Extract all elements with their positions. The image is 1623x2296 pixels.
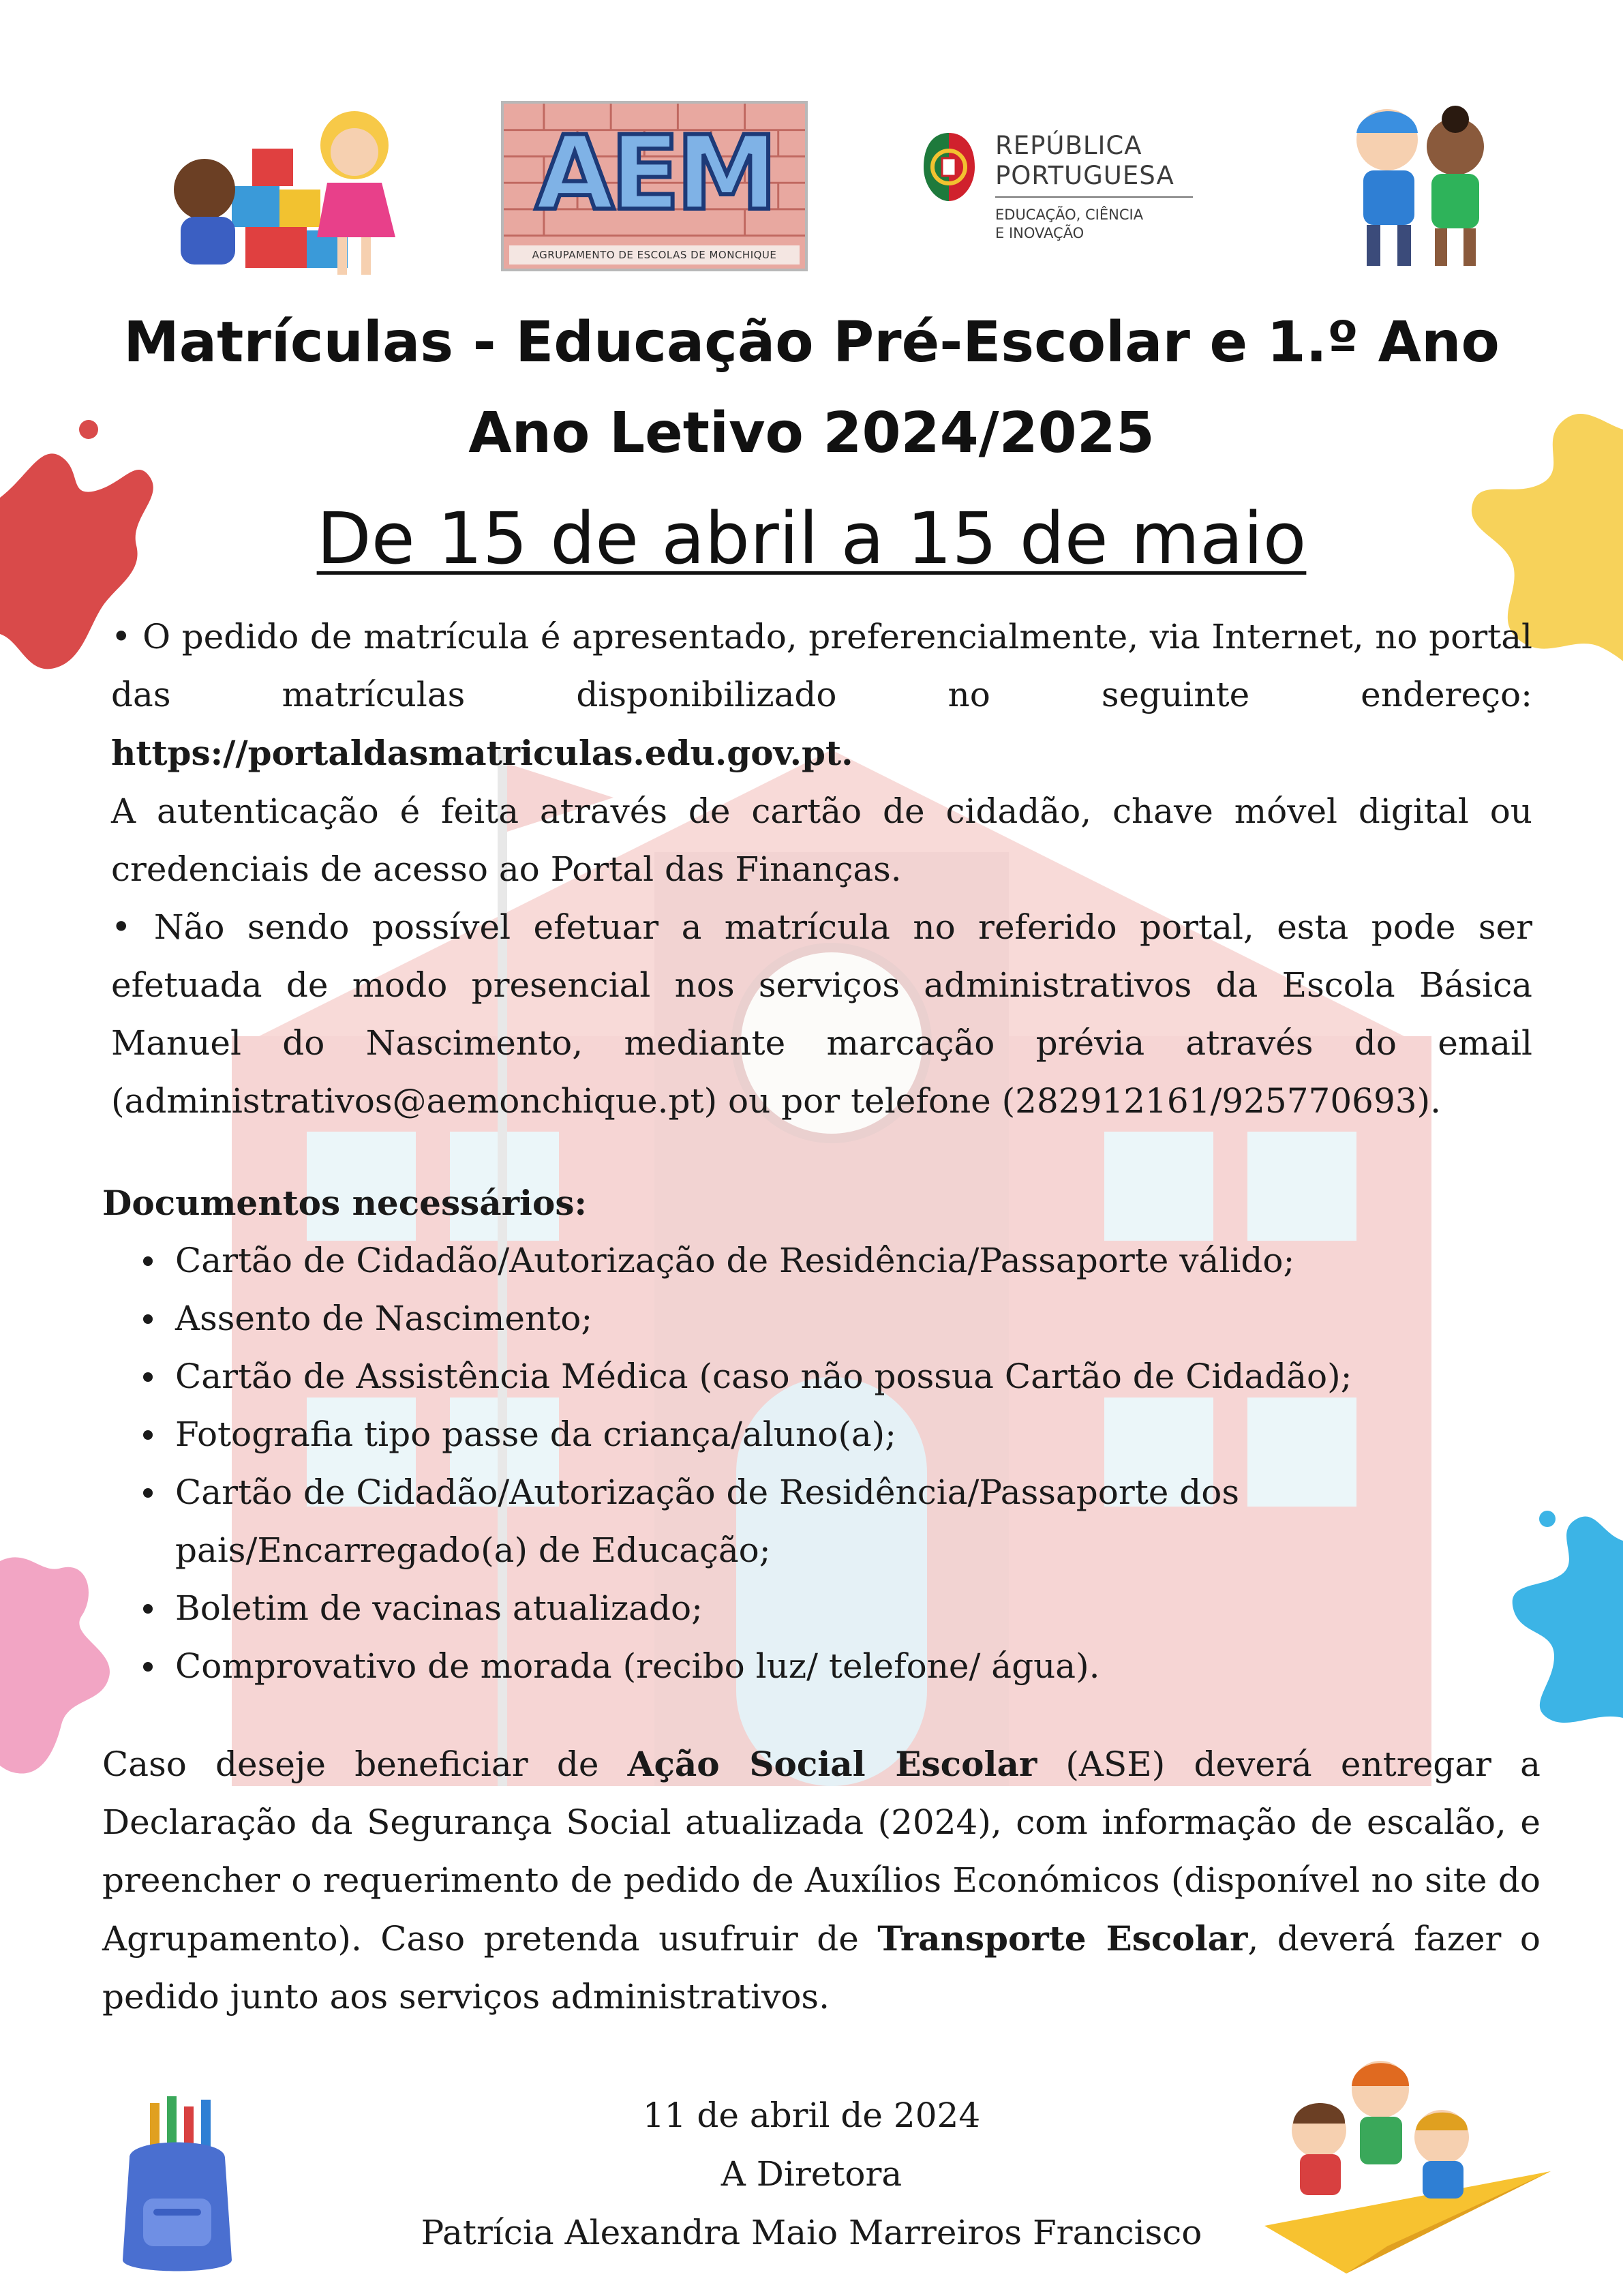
school-transport-term: Transporte Escolar [877, 1918, 1248, 1959]
list-item [102, 1464, 1534, 1580]
document-item-text: Boletim de vacinas atualizado; [175, 1588, 703, 1628]
portuguese-flag-emblem-icon [920, 130, 978, 205]
kids-on-paper-plane-illustration [1264, 2049, 1551, 2274]
page-title: Matrículas - Educação Pré-Escolar e 1.º Ano [123, 310, 1500, 375]
list-item [102, 1637, 1534, 1695]
social-text-2: (ASE) deverá entregar a Declaração da Segurança Social atualizada (2024), com informação de escalão, e preencher o requerimento de pedido de Auxílios Económicos (disponível no site do Agrupamento). Caso pretenda usufruir de [102, 1744, 1541, 1959]
kids-playing-blocks-illustration [157, 101, 416, 285]
social-action-term: Ação Social Escolar [627, 1744, 1037, 1784]
bullet-icon [143, 1256, 153, 1266]
bullet-icon [143, 1372, 153, 1382]
aem-logo-caption: AGRUPAMENTO DE ESCOLAS DE MONCHIQUE [509, 245, 800, 265]
documents-heading: Documentos necessários: [102, 1183, 587, 1223]
enrollment-portal-link[interactable]: https://portaldasmatriculas.edu.gov.pt. [111, 733, 853, 773]
document-item-text: Cartão de Cidadão/Autorização de Residência/Passaporte dos pais/Encarregado(a) de Educação; [175, 1472, 1240, 1570]
document-item-text: Comprovativo de morada (recibo luz/ telefone/ água). [175, 1646, 1100, 1686]
logo-divider [995, 196, 1193, 198]
school-year-title: Ano Letivo 2024/2025 [468, 401, 1155, 466]
list-item [102, 1232, 1534, 1290]
republica-portuguesa-logo [920, 123, 1193, 259]
document-item-text: Fotografia tipo passe da criança/aluno(a); [175, 1415, 896, 1454]
signer-name: Patrícia Alexandra Maio Marreiros Francisco [421, 2213, 1202, 2252]
authentication-paragraph: A autenticação é feita através de cartão de cidadão, chave móvel digital ou credenciais de acesso ao Portal das Finanças. [111, 791, 1532, 889]
in-person-enrollment-paragraph: • Não sendo possível efetuar a matrícula no referido portal, esta pode ser efetuada de modo presencial nos serviços administrativos da Escola Básica Manuel do Nascimento, mediante marcação prévia através do email (administrativos@aemonchique.pt) ou por telefone (282912161/925770693). [111, 907, 1532, 1121]
bullet-icon [143, 1604, 153, 1614]
document-item-text: Cartão de Assistência Médica (caso não possua Cartão de Cidadão); [175, 1357, 1352, 1396]
enrollment-period [0, 497, 1623, 580]
aem-school-logo [501, 101, 808, 271]
enrollment-instructions [111, 608, 1532, 1130]
online-enrollment-paragraph [111, 608, 1532, 783]
list-item [102, 1348, 1534, 1406]
list-item [102, 1406, 1534, 1464]
social-text-1: Caso deseje beneficiar de [102, 1744, 628, 1784]
bullet-icon [143, 1430, 153, 1440]
social-text-3: , deverá fazer o pedido junto aos serviços administrativos. [102, 1919, 1541, 2016]
ministry-name: EDUCAÇÃO, CIÊNCIA E INOVAÇÃO [995, 207, 1144, 241]
document-date: 11 de abril de 2024 [642, 2096, 981, 2135]
bullet-icon [143, 1662, 153, 1672]
signer-role: A Diretora [721, 2154, 902, 2194]
bullet-icon [143, 1314, 153, 1324]
list-item [102, 1290, 1534, 1348]
document-item-text: Assento de Nascimento; [175, 1299, 593, 1338]
bullet-icon [143, 1488, 153, 1498]
enrollment-period-text: De 15 de abril a 15 de maio [316, 497, 1307, 580]
kids-walking-illustration [1333, 99, 1510, 283]
online-enrollment-text: • O pedido de matrícula é apresentado, preferencialmente, via Internet, no portal das matrículas disponibilizado no seguinte endereço: [111, 617, 1532, 714]
document-item-text: Cartão de Cidadão/Autorização de Residência/Passaporte válido; [175, 1241, 1295, 1280]
social-action-section [102, 1735, 1541, 2026]
documents-list [102, 1232, 1534, 1695]
aem-logo-text: AEM [535, 115, 774, 233]
list-item [102, 1580, 1534, 1637]
republica-portuguesa-name: REPÚBLICA PORTUGUESA [995, 131, 1174, 190]
social-action-paragraph [102, 1735, 1541, 2026]
